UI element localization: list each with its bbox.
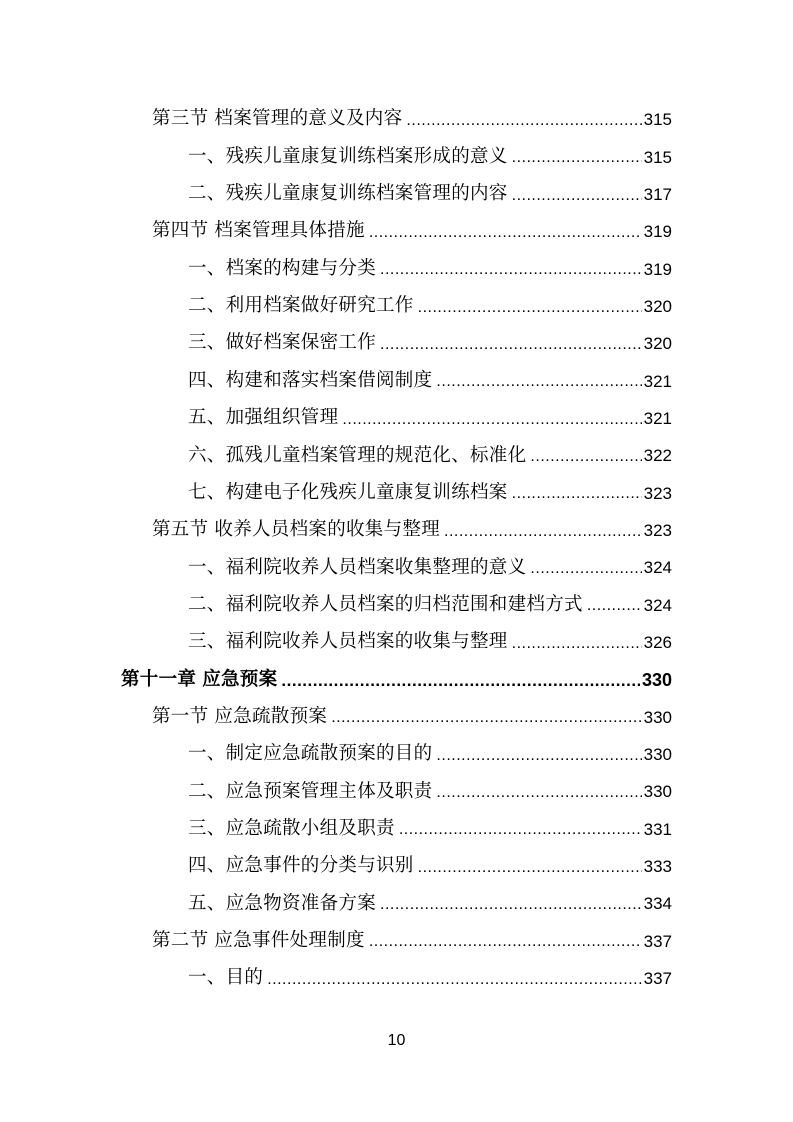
toc-entry-text: 残疾儿童康复训练档案形成的意义 — [225, 145, 508, 167]
toc-entry-item[interactable] — [0, 474, 672, 511]
toc-entry-text: 做好档案保密工作 — [225, 332, 377, 354]
toc-entry-title — [188, 745, 432, 764]
toc-dot-leader — [436, 372, 641, 391]
toc-dot-leader — [399, 820, 642, 839]
toc-entry-page: 317 — [643, 184, 672, 204]
toc-entry-number: 一、 — [188, 556, 226, 578]
toc-entry-number: 五、 — [188, 407, 226, 429]
toc-entry-title — [121, 668, 278, 690]
toc-entry-title — [188, 892, 377, 914]
toc-entry-text: 收养人员档案的收集与整理 — [214, 519, 441, 541]
toc-entry-number: 第三节 — [152, 108, 209, 130]
toc-entry-item[interactable] — [0, 848, 672, 885]
toc-entry-item[interactable] — [0, 885, 672, 922]
toc-entry-title — [188, 409, 338, 428]
toc-dot-leader — [380, 260, 642, 279]
toc-entry-page: 319 — [643, 222, 672, 242]
toc-entry-page: 333 — [643, 857, 672, 877]
toc-entry-text: 档案管理具体措施 — [214, 220, 365, 242]
toc-entry-title — [188, 444, 527, 466]
toc-entry-title — [188, 556, 527, 578]
toc-entry-number: 二、 — [188, 593, 226, 615]
toc-entry-text: 制定应急疏散预案的目的 — [225, 743, 433, 765]
toc-entry-section[interactable] — [0, 512, 672, 549]
toc-entry-number: 六、 — [188, 444, 226, 466]
toc-dot-leader — [418, 297, 642, 316]
toc-entry-item[interactable] — [0, 325, 672, 362]
toc-entry-text: 福利院收养人员档案的收集与整理 — [225, 631, 508, 653]
toc-entry-chapter[interactable] — [0, 661, 672, 698]
toc-dot-leader — [369, 932, 642, 951]
toc-entry-item[interactable] — [0, 400, 672, 437]
toc-entry-page: 330 — [643, 707, 672, 727]
toc-entry-text: 档案管理的意义及内容 — [214, 108, 403, 130]
toc-dot-leader — [512, 484, 642, 503]
toc-dot-leader — [380, 334, 642, 353]
toc-entry-item[interactable] — [0, 362, 672, 399]
toc-dot-leader — [530, 447, 641, 466]
toc-entry-section[interactable] — [0, 213, 672, 250]
toc-entry-page: 315 — [643, 110, 672, 130]
toc-dot-leader — [380, 895, 642, 914]
toc-dot-leader — [436, 783, 641, 802]
toc-entry-text: 应急事件的分类与识别 — [225, 855, 414, 877]
toc-entry-number: 第四节 — [152, 220, 209, 242]
toc-entry-number: 一、 — [188, 743, 226, 765]
toc-entry-title — [188, 817, 395, 839]
toc-entry-page: 319 — [643, 259, 672, 279]
toc-entry-page: 321 — [643, 371, 672, 391]
toc-entry-number: 一、 — [188, 257, 226, 279]
toc-entry-title — [188, 185, 508, 204]
toc-entry-number: 第一节 — [152, 705, 209, 727]
toc-entry-title — [188, 257, 377, 279]
page-number: 10 — [387, 1032, 406, 1049]
toc-entry-title — [188, 145, 508, 167]
toc-entry-text: 福利院收养人员档案收集整理的意义 — [225, 556, 527, 578]
toc-entry-item[interactable] — [0, 437, 672, 474]
toc-entry-item[interactable] — [0, 811, 672, 848]
toc-entry-page: 331 — [643, 819, 672, 839]
toc-entry-item[interactable] — [0, 138, 672, 175]
toc-entry-page: 320 — [643, 296, 672, 316]
toc-dot-leader — [587, 596, 642, 615]
toc-entry-page: 337 — [643, 969, 672, 989]
toc-entry-page: 330 — [641, 669, 672, 690]
toc-entry-text: 应急物资准备方案 — [225, 892, 377, 914]
toc-dot-leader — [281, 671, 640, 690]
toc-entry-item[interactable] — [0, 586, 672, 623]
toc-entry-text: 应急预案 — [202, 668, 278, 690]
toc-entry-item[interactable] — [0, 960, 672, 997]
toc-entry-item[interactable] — [0, 549, 672, 586]
toc-entry-title — [188, 481, 508, 503]
toc-entry-page: 321 — [643, 408, 672, 428]
toc-entry-number: 三、 — [188, 817, 226, 839]
toc-entry-number: 一、 — [188, 967, 226, 989]
toc-entry-title — [152, 705, 328, 727]
toc-entry-page: 330 — [643, 782, 672, 802]
toc-entry-text: 应急疏散小组及职责 — [225, 817, 395, 839]
toc-entry-number: 二、 — [188, 295, 226, 317]
toc-entry-number: 五、 — [188, 892, 226, 914]
toc-entry-page: 324 — [643, 595, 672, 615]
toc-entry-title — [188, 334, 376, 353]
toc-entry-item[interactable] — [0, 624, 672, 661]
toc-dot-leader — [267, 969, 641, 988]
toc-dot-leader — [530, 559, 641, 578]
toc-entry-item[interactable] — [0, 773, 672, 810]
toc-entry-text: 孤残儿童档案管理的规范化、标准化 — [225, 444, 527, 466]
toc-entry-item[interactable] — [0, 288, 672, 325]
toc-entry-title — [188, 969, 263, 988]
toc-entry-text: 残疾儿童康复训练档案管理的内容 — [225, 183, 508, 205]
toc-entry-number: 第五节 — [152, 519, 209, 541]
toc-entry-section[interactable] — [0, 699, 672, 736]
toc-entry-number: 第二节 — [152, 929, 209, 951]
toc-dot-leader — [512, 633, 642, 652]
toc-entry-page: 322 — [643, 446, 672, 466]
toc-entry-text: 档案的构建与分类 — [225, 257, 377, 279]
toc-entry-number: 第十一章 — [121, 668, 197, 690]
toc-entry-item[interactable] — [0, 250, 672, 287]
toc-entry-number: 四、 — [188, 369, 226, 391]
toc-entry-text: 应急预案管理主体及职责 — [225, 780, 433, 802]
toc-dot-leader — [342, 409, 641, 428]
toc-entry-title — [188, 369, 433, 391]
toc-entry-text: 福利院收养人员档案的归档范围和建档方式 — [225, 593, 583, 615]
toc-entry-text: 加强组织管理 — [225, 407, 339, 429]
toc-entry-text: 应急疏散预案 — [214, 705, 328, 727]
toc-entry-number: 三、 — [188, 332, 226, 354]
toc-dot-leader — [436, 745, 641, 764]
toc-entry-text: 构建和落实档案借阅制度 — [225, 369, 433, 391]
toc-entry-number: 一、 — [188, 145, 226, 167]
toc-entry-text: 目的 — [225, 967, 264, 989]
toc-entry-text: 应急事件处理制度 — [214, 929, 365, 951]
toc-entry-title — [152, 222, 365, 241]
toc-entry-title — [152, 110, 402, 129]
toc-entry-text: 利用档案做好研究工作 — [225, 295, 414, 317]
toc-dot-leader — [406, 110, 641, 129]
toc-entry-item[interactable] — [0, 176, 672, 213]
toc-entry-number: 七、 — [188, 481, 226, 503]
toc-dot-leader — [369, 222, 642, 241]
toc-entry-page: 315 — [643, 147, 672, 167]
toc-entry-title — [152, 929, 365, 951]
toc-entry-title — [188, 633, 508, 652]
toc-entry-number: 二、 — [188, 183, 226, 205]
toc-entry-page: 320 — [643, 334, 672, 354]
toc-entry-page: 337 — [643, 931, 672, 951]
toc-entry-text: 构建电子化残疾儿童康复训练档案 — [225, 481, 508, 503]
table-of-contents — [0, 101, 793, 997]
toc-entry-page: 323 — [643, 483, 672, 503]
toc-entry-title — [188, 593, 583, 615]
toc-entry-item[interactable] — [0, 736, 672, 773]
toc-dot-leader — [444, 521, 642, 540]
toc-entry-page: 326 — [643, 632, 672, 652]
toc-entry-title — [188, 857, 414, 876]
toc-entry-page: 324 — [643, 558, 672, 578]
toc-entry-page: 323 — [643, 520, 672, 540]
toc-entry-title — [188, 297, 414, 316]
toc-entry-section[interactable] — [0, 101, 672, 138]
toc-entry-title — [188, 780, 433, 802]
toc-entry-number: 四、 — [188, 855, 226, 877]
toc-entry-page: 334 — [643, 894, 672, 914]
toc-entry-section[interactable] — [0, 923, 672, 960]
toc-dot-leader — [512, 148, 642, 167]
toc-entry-number: 三、 — [188, 631, 226, 653]
toc-entry-page: 330 — [643, 745, 672, 765]
toc-entry-title — [152, 521, 440, 540]
toc-dot-leader — [512, 185, 642, 204]
toc-dot-leader — [331, 708, 641, 727]
toc-entry-number: 二、 — [188, 780, 226, 802]
toc-dot-leader — [418, 857, 642, 876]
